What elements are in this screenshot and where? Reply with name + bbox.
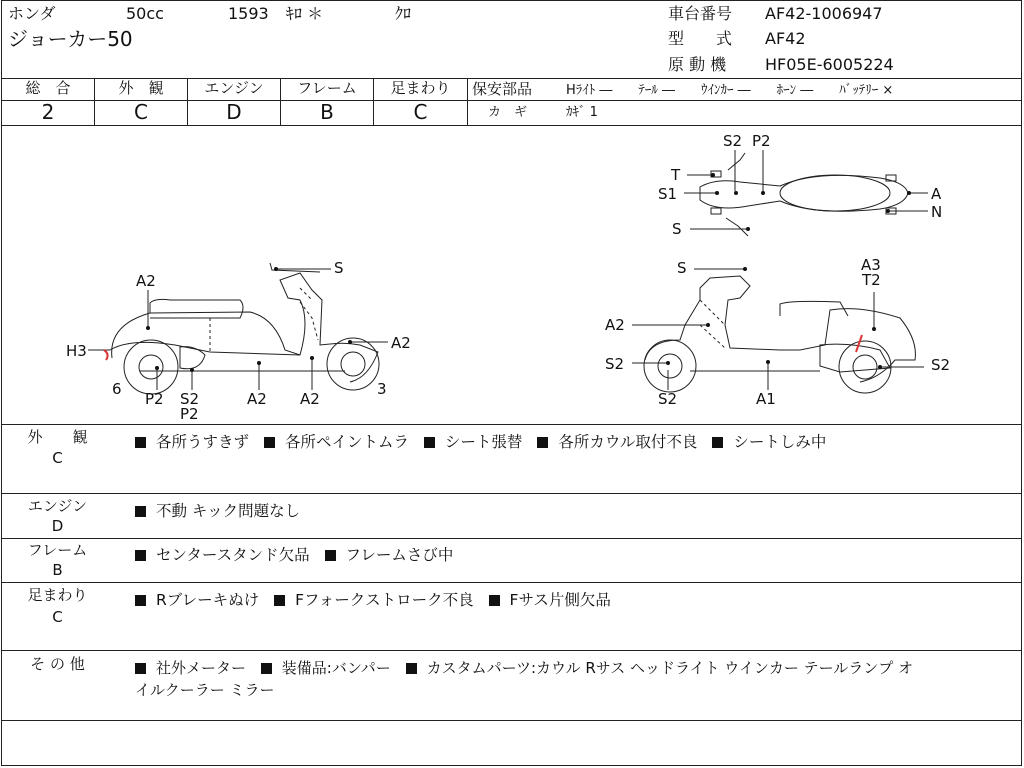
remark-other-line2: イルクーラー ミラー <box>135 681 275 699</box>
engine-label: 原 動 機 <box>668 55 727 74</box>
divider <box>1 650 1022 651</box>
label-a1: A1 <box>756 390 776 408</box>
remark-label-engine: エンジン <box>27 497 88 515</box>
label-s2: S2 <box>605 355 625 373</box>
label-a2: A2 <box>136 272 156 290</box>
label-a2: A2 <box>391 334 411 352</box>
safety-label: 保安部品 <box>472 80 533 98</box>
label-p2: P2 <box>145 390 164 408</box>
remark-grade-engine: D <box>51 517 64 535</box>
label-s2: S2 <box>658 390 678 408</box>
displacement: 50cc <box>126 4 164 23</box>
label-t: T <box>671 166 681 184</box>
lot-mark: ｷﾛ ＊ <box>286 4 324 23</box>
label-a: A <box>931 185 942 203</box>
color: ｸﾛ <box>395 4 412 23</box>
lot-number: 1593 <box>228 4 269 23</box>
remark-engine-items: 不動 キック問題なし <box>135 499 310 521</box>
grade-label-engine: エンジン <box>204 79 264 97</box>
maker: ホンダ <box>8 4 56 23</box>
grade-value-exterior: C <box>134 100 148 124</box>
remark-label-other: そ の 他 <box>30 655 85 673</box>
remark-other-items: 社外メーター 装備品:バンパー カスタムパーツ:カウル Rサス ヘッドライト ウインカー テールランプ オ <box>135 657 913 678</box>
grade-value-suspension: C <box>413 100 428 124</box>
divider <box>1 493 1022 494</box>
remark-frame-items: センタースタンド欠品 フレームさび中 <box>135 543 463 565</box>
label-s2: S2 <box>180 390 200 408</box>
label-p2: P2 <box>180 405 199 423</box>
remark-exterior-items: 各所うすきず 各所ペイントムラ シート張替 各所カウル取付不良 シートしみ中 <box>135 430 836 452</box>
grade-label-suspension: 足まわり <box>390 79 451 97</box>
safety-items: Hﾗｲﾄ ― ﾃｰﾙ ― ｳｲﾝｶｰ ― ﾎｰﾝ ― ﾊﾞｯﾃﾘｰ × <box>566 83 894 98</box>
grade-value-frame: B <box>320 100 334 124</box>
remark-grade-exterior: C <box>52 449 63 467</box>
label-p2: P2 <box>752 132 771 150</box>
grade-value-engine: D <box>226 100 242 124</box>
remark-grade-frame: B <box>52 561 63 579</box>
divider <box>1 720 1022 721</box>
type-value: AF42 <box>765 29 806 48</box>
chassis-value: AF42-1006947 <box>765 4 883 23</box>
label-n: N <box>931 203 943 221</box>
remark-label-frame: フレーム <box>27 541 88 559</box>
grade-label-overall: 総 合 <box>25 79 71 97</box>
label-a3: A3 <box>861 256 881 274</box>
label-s1: S1 <box>658 185 678 203</box>
divider <box>467 100 1022 101</box>
type-label: 型 式 <box>668 29 733 48</box>
divider <box>1 538 1022 539</box>
engine-value: HF05E-6005224 <box>765 55 894 74</box>
divider <box>1 582 1022 583</box>
divider <box>467 78 468 125</box>
label-s: S <box>672 220 682 238</box>
grade-value-overall: 2 <box>41 100 55 124</box>
label-6: 6 <box>112 380 122 398</box>
right-side-scooter <box>644 276 915 393</box>
label-3: 3 <box>377 380 387 398</box>
label-a2: A2 <box>300 390 320 408</box>
label-a2: A2 <box>247 390 267 408</box>
remark-suspension-items: Rブレーキぬけ Fフォークストローク不良 Fサス片側欠品 <box>135 588 621 610</box>
model-name: ジョーカー50 <box>8 27 133 51</box>
grade-label-exterior: 外 観 <box>118 79 164 97</box>
key-value: ｶｷﾞ 1 <box>566 105 598 120</box>
divider <box>1 424 1022 425</box>
top-view-scooter <box>700 153 908 236</box>
damage-diagram <box>0 126 1024 424</box>
remark-label-exterior: 外 観 <box>27 428 88 446</box>
label-s2: S2 <box>723 132 743 150</box>
label-s: S <box>677 259 687 277</box>
remark-grade-suspension: C <box>52 608 63 626</box>
chassis-label: 車台番号 <box>668 4 733 23</box>
label-h3: H3 <box>66 342 87 360</box>
label-s2: S2 <box>931 356 951 374</box>
remark-label-suspension: 足まわり <box>27 586 88 604</box>
grade-label-frame: フレーム <box>297 79 357 97</box>
label-t2: T2 <box>862 271 881 289</box>
key-label: カ ギ <box>488 105 528 120</box>
label-a2: A2 <box>605 316 625 334</box>
label-s: S <box>334 259 344 277</box>
